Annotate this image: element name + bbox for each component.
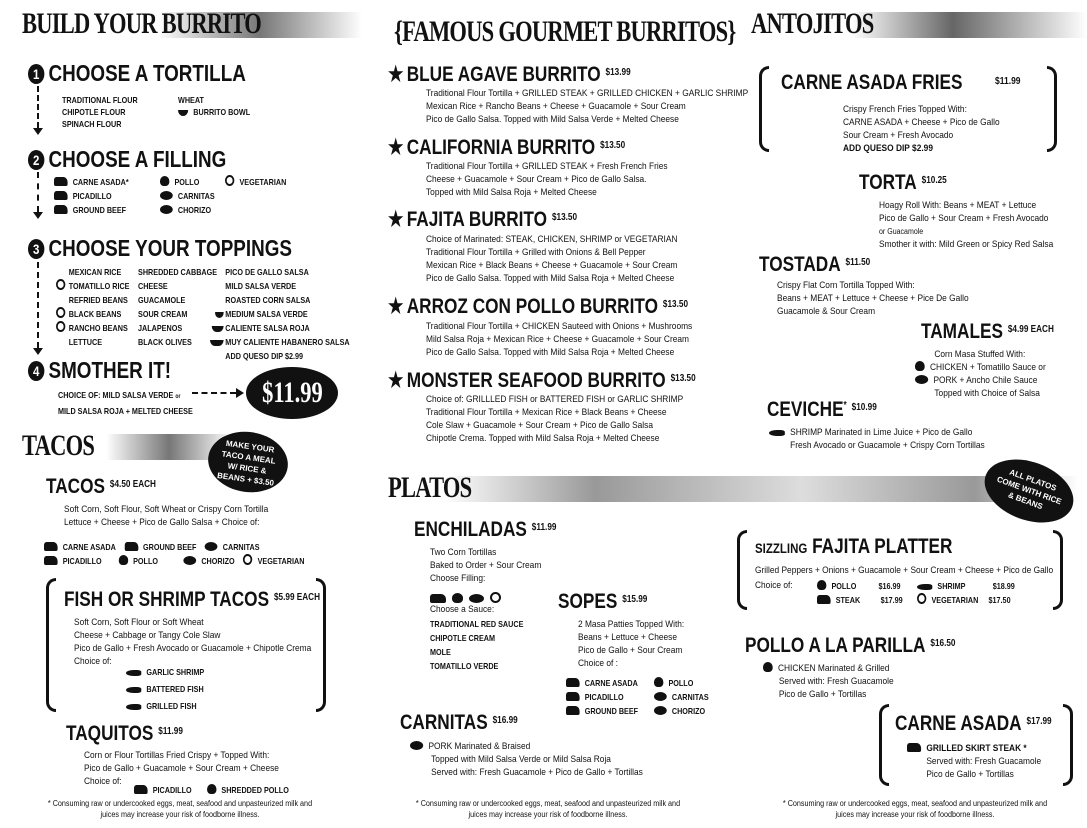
pollo-heading: POLLO A LA PARILLA $^{\$16.50}$	[745, 634, 956, 657]
sopes-heading: SOPES $^{\$15.99}$	[558, 590, 648, 613]
smother-text: CHOICE OF: MILD SALSA VERDE or MILD SALSA ROJA + MELTED CHEESE	[58, 390, 193, 416]
pollo-desc: CHICKEN Marinated & Grilled Served with: Fresh Guacamole Pico de Gallo + Tortillas	[763, 662, 894, 701]
shrimp-icon	[769, 430, 785, 436]
vegetarian-icon	[243, 554, 252, 565]
vegetarian-icon	[917, 593, 926, 604]
shrimp-icon	[917, 584, 932, 590]
tortilla-list: TRADITIONAL FLOUR CHIPOTLE FLOUR SPINACH FLOUR	[62, 95, 138, 129]
pig-icon	[915, 375, 928, 384]
tacos-fillings: CARNE ASADA GROUND BEEF CARNITAS PICADILLO POLLO CHORIZO VEGETARIAN	[44, 540, 304, 568]
vegetarian-icon	[56, 307, 65, 318]
torta-heading: TORTA $^{\$10.25}$	[859, 171, 947, 194]
antojitos-title: ANTOJITOS	[751, 7, 874, 40]
step1-heading: 1 CHOOSE A TORTILLA	[28, 60, 246, 87]
chicken-icon	[160, 176, 169, 186]
footnote-2: * Consuming raw or undercooked eggs, meat, seafood and unpasteurized milk and juices may increase your risk of foodborne illness.	[415, 799, 681, 819]
fajita-desc: Grilled Peppers + Onions + Guacamole + Sour Cream + Cheese + Pico de Gallo	[755, 565, 1054, 576]
carnitas-heading: CARNITAS $^{\$16.99}$	[400, 711, 518, 734]
step3-heading: 3 CHOOSE YOUR TOPPINGS	[28, 235, 292, 262]
sauce-list: TRADITIONAL RED SAUCE CHIPOTLE CREAM MOLE TOMATILLO VERDE	[430, 619, 524, 671]
vegetarian-icon	[56, 279, 65, 290]
carnitas-desc: PORK Marinated & Braised Topped with Mild Salsa Verde or Mild Salsa Roja Served with: Fresh Guacamole + Pico de Gallo + Tortillas	[410, 740, 643, 779]
cow-icon	[566, 706, 580, 715]
build-price-badge: $11.99	[246, 367, 338, 419]
step4-heading: 4 SMOTHER IT!	[28, 357, 171, 384]
cow-icon	[430, 594, 446, 603]
famous-banner	[394, 14, 736, 50]
tacos-desc: Soft Corn, Soft Flour, Soft Wheat or Crispy Corn Tortilla Lettuce + Cheese + Pico de Gallo Salsa + Choice of:	[64, 504, 269, 528]
famous-title: {FAMOUS GOURMET BURRITOS}	[394, 15, 736, 48]
cow-icon	[566, 692, 580, 701]
cow-icon	[566, 678, 580, 687]
tostada-heading: TOSTADA $^{\$11.50}$	[759, 253, 871, 276]
chicken-icon	[817, 580, 826, 590]
pig-icon	[160, 205, 173, 214]
sauce-label: Choose a Sauce:	[430, 604, 495, 615]
bowl-icon	[178, 110, 188, 116]
platos-badge: ALL PLATOS COME WITH RICE & BEANS	[976, 448, 1082, 534]
tamales-heading: TAMALES $^{\$4.99 EACH}$	[921, 320, 1054, 343]
fries-price: $11.99	[995, 76, 1021, 87]
fish-tacos-heading: FISH OR SHRIMP TACOS $^{\$5.99 EACH}$	[64, 588, 321, 611]
build-title: BUILD YOUR BURRITO	[22, 7, 262, 40]
enchiladas-heading: ENCHILADAS $^{\$11.99}$	[414, 518, 557, 541]
tamales-desc: Corn Masa Stuffed With: CHICKEN + Tomatillo Sauce or PORK + Ancho Chile Sauce Topped with Choice of Salsa	[915, 348, 1046, 400]
carne-asada-heading: CARNE ASADA $^{\$17.99}$	[895, 712, 1052, 735]
cow-icon	[54, 191, 68, 200]
footnote-1: * Consuming raw or undercooked eggs, meat, seafood and unpasteurized milk and juices may increase your risk of foodborne illness.	[47, 799, 313, 819]
build-column: BUILD YOUR BURRITO 1 CHOOSE A TORTILLA TRADITIONAL FLOUR CHIPOTLE FLOUR SPINACH FLOUR WHEAT BURRITO BOWL 2 CHOOSE A FILLING CARNE ASADA* PICADILLO GROUND BEEF POLLO CARNITAS CHORIZO VEGETARIAN 3 CHOOSE YOUR TOPPINGS MEXICAN RICE TOMATILLO RICE REFRIED BEANS BLACK BEANS RANCHO BEANS LETTUCE SHREDDED CABBAGE CHEESE GUACAMOLE SOUR CREAM JALAPENOS BLACK OLIVES PICO DE GALLO SALSA MILD SALSA VERDE ROASTED CORN SALSA MEDIUM SALSA VERDE CALIENTE SALSA ROJA MUY CALIENTE HABANERO SALSA ADD QUESO DIP $2.99 4 SMOTHER IT! CHOICE OF: MILD SALSA VERDE or MILD SALSA ROJA + MELTED CHEESE $11.99 TACOS MAKE YOUR TACO A MEAL W/ RICE & BEANS + $3.50 TACOS $^{\$4.50 EACH}$ Soft Corn, Soft Flour, Soft Wheat or Crispy Corn Tortilla Lettuce + Cheese + Pico de Gallo Salsa + Choice of: CARNE ASADA GROUND BEEF CARNITAS PICADILLO POLLO CHORIZO VEGETARIAN FISH OR SHRIMP TACOS $^{\$5.99 EACH}$ Soft Corn, Soft Flour or Soft Wheat Cheese + Cabbage or Tangy Cole Slaw Pico de Gallo + Fresh Avocado or Guacamole + Chipotle Crema Choice of: GARLIC SHRIMP BATTERED FISH GRILLED FISH TAQUITOS $^{\$11.99}$ Corn or Flour Tortillas Fried Crispy + Topped With: Pico de Gallo + Guacamole + Sour Cream + Cheese Choice of: PICADILLO SHREDDED POLLO * Consuming raw or undercooked eggs, meat, seafood and unpasteurized milk and juices may increase your risk of foodborne illness.	[0, 0, 362, 828]
platos-title: PLATOS	[388, 471, 472, 504]
pepper-icon	[215, 312, 224, 318]
fajita-options: POLLO $16.99 STEAK $17.99	[817, 579, 903, 607]
famous-column: {FAMOUS GOURMET BURRITOS} ★ BLUE AGAVE BURRITO $^{\$13.99}$ Traditional Flour Tortilla + GRILLED STEAK + GRILLED CHICKEN + GARLIC SHRIMP Mexican Rice + Rancho Beans + Cheese + Guacamole + Sour Cream Pico de Gallo Salsa. Topped with Mild Salsa Verde + Melted Cheese ★ CALIFORNIA BURRITO $^{\$13.50}$ Traditional Flour Tortilla + GRILLED STEAK + Fresh French Fries Cheese + Guacamole + Sour Cream + Pico de Gallo Salsa. Topped with Mild Salsa Roja + Melted Cheese ★ FAJITA BURRITO $^{\$13.50}$ Choice of Marinated: STEAK, CHICKEN, SHRIMP or VEGETARIAN Traditional Flour Tortilla + Grilled with Onions & Bell Pepper Mexican Rice + Black Beans + Cheese + Guacamole + Sour Cream Pico de Gallo Salsa. Topped with Mild Salsa Roja + Melted Cheese ★ ARROZ CON POLLO BURRITO $^{\$13.50}$ Traditional Flour Tortilla + CHICKEN Sauteed with Onions + Mushrooms Mild Salsa Roja + Mexican Rice + Cheese + Guacamole + Sour Cream Pico de Gallo Salsa. Topped with Mild Salsa Roja + Melted Cheese ★ MONSTER SEAFOOD BURRITO $^{\$13.50}$ Choice of: GRILLLED FISH or BATTERED FISH or GARLIC SHRIMP Traditional Flour Tortilla + Mexican Rice + Black Beans + Cheese Cole Slaw + Guacamole + Sour Cream + Pico de Gallo Salsa Chipotle Crema. Topped with Mild Salsa Roja + Melted Cheese PLATOS ENCHILADAS $^{\$11.99}$ Two Corn Tortillas Baked to Order + Sour Cream Choose Filling: Choose a Sauce: TRADITIONAL RED SAUCE CHIPOTLE CREAM MOLE TOMATILLO VERDE SOPES $^{\$15.99}$ 2 Masa Patties Topped With: Beans + Lettuce + Cheese Pico de Gallo + Sour Cream Choice of : CARNE ASADA PICADILLO GROUND BEEF POLLO CARNITAS CHORIZO CARNITAS $^{\$16.99}$ PORK Marinated & Braised Topped with Mild Salsa Verde or Mild Salsa Roja Served with: Fresh Guacamole + Pico de Gallo + Tortillas * Consuming raw or undercooked eggs, meat, seafood and unpasteurized milk and juices may increase your risk of foodborne illness.	[378, 0, 740, 828]
cow-icon	[44, 542, 58, 551]
pig-icon	[654, 706, 667, 715]
tacos-banner	[22, 428, 232, 464]
vegetarian-icon	[490, 592, 501, 603]
cow-icon	[817, 595, 831, 604]
fajita-heading: SIZZLING FAJITA PLATTER	[755, 535, 953, 558]
torta-desc: Hoagy Roll With: Beans + MEAT + Lettuce Pico de Gallo + Sour Cream + Fresh Avocado or Guacamole Smother it with: Mild Green or Spicy Red Salsa	[879, 200, 1054, 250]
cow-icon	[44, 556, 58, 565]
toppings-col1: MEXICAN RICE TOMATILLO RICE REFRIED BEANS BLACK BEANS RANCHO BEANS LETTUCE	[56, 265, 129, 349]
taquitos-desc: Corn or Flour Tortillas Fried Crispy + Topped With: Pico de Gallo + Guacamole + Sour Cream + Cheese Choice of:	[84, 750, 279, 787]
tacos-title: TACOS	[22, 429, 95, 462]
pepper-icon	[210, 340, 224, 346]
filling-list: CARNE ASADA* PICADILLO GROUND BEEF	[54, 175, 129, 217]
enchiladas-desc: Two Corn Tortillas Baked to Order + Sour Cream Choose Filling:	[430, 547, 542, 584]
chicken-icon	[452, 593, 463, 603]
antojitos-banner	[751, 6, 1087, 42]
chicken-icon	[763, 662, 773, 672]
chicken-icon	[654, 677, 663, 687]
ceviche-desc: SHRIMP Marinated in Lime Juice + Pico de Gallo Fresh Avocado or Guacamole + Crispy Corn Tortillas	[769, 426, 985, 452]
carne-asada-desc: GRILLED SKIRT STEAK * Served with: Fresh Guacamole Pico de Gallo + Tortillas	[907, 742, 1041, 781]
sopes-options: CARNE ASADA PICADILLO GROUND BEEF	[566, 676, 638, 718]
footnote-3: * Consuming raw or undercooked eggs, meat, seafood and unpasteurized milk and juices may increase your risk of foodborne illness.	[782, 799, 1048, 819]
toppings-col2: SHREDDED CABBAGE CHEESE GUACAMOLE SOUR CREAM JALAPENOS BLACK OLIVES	[138, 267, 218, 347]
cow-icon	[124, 542, 138, 551]
fries-heading: CARNE ASADA FRIES	[781, 71, 963, 94]
ceviche-heading: CEVICHE* $^{\$10.99}$	[767, 398, 877, 421]
fish-icon	[126, 704, 141, 710]
pig-icon	[410, 741, 423, 750]
build-banner	[22, 6, 362, 42]
pig-icon	[205, 542, 218, 551]
vegetarian-icon	[56, 321, 65, 332]
chicken-icon	[119, 555, 128, 565]
fries-desc: Crispy French Fries Topped With: CARNE ASADA + Cheese + Pico de Gallo Sour Cream + Fresh Avocado ADD QUESO DIP $2.99	[843, 104, 1000, 154]
toppings-col3: PICO DE GALLO SALSA MILD SALSA VERDE ROASTED CORN SALSA MEDIUM SALSA VERDE CALIENTE SALSA ROJA MUY CALIENTE HABANERO SALSA ADD QUESO DIP $2.99	[210, 265, 350, 363]
cow-icon	[54, 205, 68, 214]
shrimp-icon	[126, 670, 141, 676]
cow-icon	[907, 743, 921, 752]
cow-icon	[134, 785, 148, 794]
taquitos-options: PICADILLO SHREDDED POLLO	[134, 784, 289, 796]
tacos-heading: TACOS $^{\$4.50 EACH}$	[46, 475, 156, 498]
pig-icon	[160, 191, 173, 200]
taquitos-heading: TAQUITOS $^{\$11.99}$	[66, 722, 183, 745]
chicken-icon	[915, 361, 925, 371]
pepper-icon	[212, 326, 224, 332]
step2-heading: 2 CHOOSE A FILLING	[28, 146, 226, 173]
pig-icon	[469, 594, 484, 603]
tostada-desc: Crispy Flat Corn Tortilla Topped With: Beans + MEAT + Lettuce + Cheese + Pice De Gallo Guacamole & Sour Cream	[777, 280, 969, 317]
fish-tacos-desc: Soft Corn, Soft Flour or Soft Wheat Cheese + Cabbage or Tangy Cole Slaw Pico de Gallo + Fresh Avocado or Guacamole + Chipotle Crema Choice of:	[74, 617, 312, 667]
sopes-desc: 2 Masa Patties Topped With: Beans + Lettuce + Cheese Pico de Gallo + Sour Cream Choice of :	[578, 619, 685, 669]
pig-icon	[654, 692, 667, 701]
cow-icon	[54, 177, 68, 186]
fish-icon	[126, 687, 141, 693]
antojitos-column: ANTOJITOS CARNE ASADA FRIES $11.99 Crispy French Fries Topped With: CARNE ASADA + Cheese + Pico de Gallo Sour Cream + Fresh Avocado ADD QUESO DIP $2.99 TORTA $^{\$10.25}$ Hoagy Roll With: Beans + MEAT + Lettuce Pico de Gallo + Sour Cream + Fresh Avocado or Guacamole Smother it with: Mild Green or Spicy Red Salsa TOSTADA $^{\$11.50}$ Crispy Flat Corn Tortilla Topped With: Beans + MEAT + Lettuce + Cheese + Pice De Gallo Guacamole & Sour Cream TAMALES $^{\$4.99 EACH}$ Corn Masa Stuffed With: CHICKEN + Tomatillo Sauce or PORK + Ancho Chile Sauce Topped with Choice of Salsa CEVICHE* $^{\$10.99}$ SHRIMP Marinated in Lime Juice + Pico de Gallo Fresh Avocado or Guacamole + Crispy Corn Tortillas ALL PLATOS COME WITH RICE & BEANS SIZZLING FAJITA PLATTER Grilled Peppers + Onions + Guacamole + Sour Cream + Cheese + Pico de Gallo Choice of: POLLO $16.99 STEAK $17.99 SHRIMP $18.99 VEGETARIAN $17.50 POLLO A LA PARILLA $^{\$16.50}$ CHICKEN Marinated & Grilled Served with: Fresh Guacamole Pico de Gallo + Tortillas CARNE ASADA $^{\$17.99}$ GRILLED SKIRT STEAK * Served with: Fresh Guacamole Pico de Gallo + Tortillas * Consuming raw or undercooked eggs, meat, seafood and unpasteurized milk and juices may increase your risk of foodborne illness.	[745, 0, 1087, 828]
taco-meal-badge: MAKE YOUR TACO A MEAL W/ RICE & BEANS + $3.50	[204, 427, 292, 498]
pig-icon	[183, 556, 196, 565]
vegetarian-icon	[225, 175, 234, 186]
fish-options: GARLIC SHRIMP BATTERED FISH GRILLED FISH	[126, 664, 204, 715]
chicken-icon	[207, 784, 216, 794]
